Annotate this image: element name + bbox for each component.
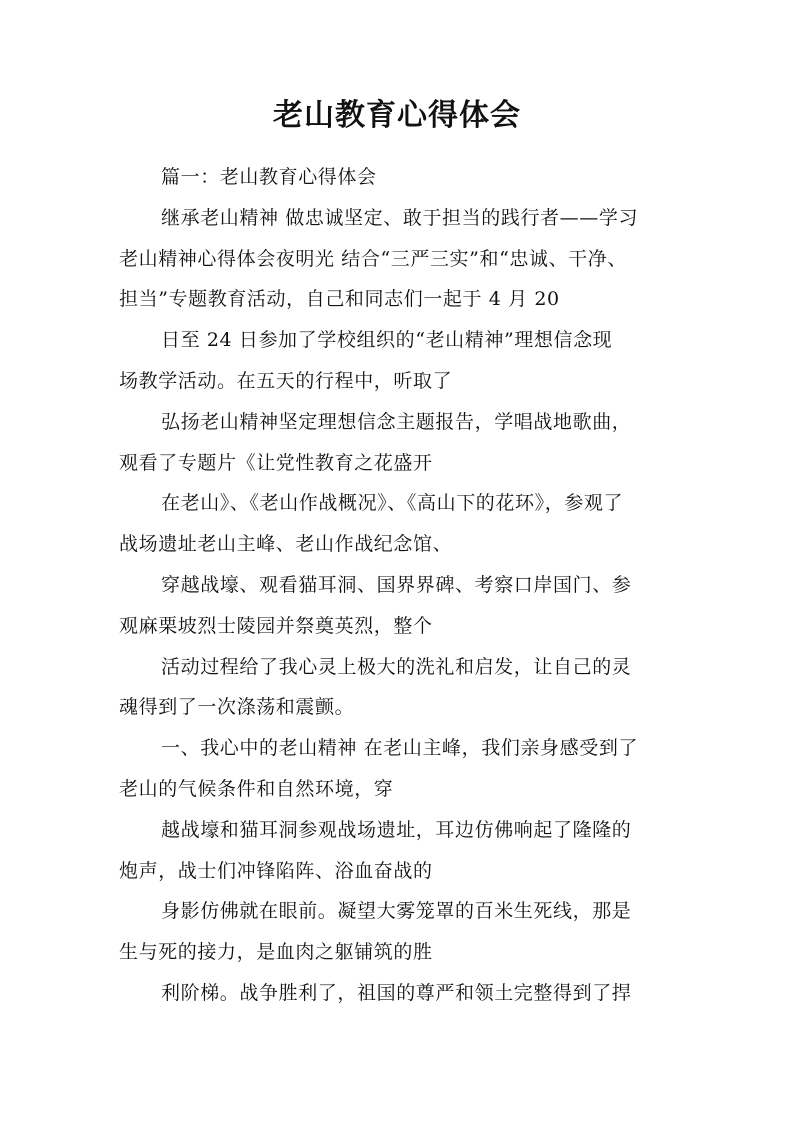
- body-line: 生与死的接力，是血肉之躯铺筑的胜: [119, 941, 433, 964]
- body-line: 活动过程给了我心灵上极大的洗礼和启发，让自己的灵: [161, 655, 632, 678]
- body-line: 继承老山精神 做忠诚坚定、敢于担当的践行者——学习: [161, 206, 639, 229]
- body-line: 利阶梯。战争胜利了，祖国的尊严和领土完整得到了捍: [161, 981, 632, 1004]
- body-line: 魂得到了一次涤荡和震颤。: [119, 696, 355, 719]
- body-line: 场教学活动。在五天的行程中，听取了: [119, 369, 453, 392]
- body-line: 穿越战壕、观看猫耳洞、国界界碑、考察口岸国门、参: [161, 573, 632, 596]
- body-line: 战场遗址老山主峰、老山作战纪念馆、: [119, 533, 453, 556]
- document-body: [119, 157, 679, 1014]
- body-line: 越战壕和猫耳洞参观战场遗址，耳边仿佛响起了隆隆的: [161, 818, 632, 841]
- body-line: 一、我心中的老山精神 在老山主峰，我们亲身感受到了: [161, 737, 639, 760]
- body-line: 弘扬老山精神坚定理想信念主题报告，学唱战地歌曲，: [161, 410, 632, 433]
- body-line: 观麻栗坡烈士陵园并祭奠英烈，整个: [119, 614, 433, 637]
- body-line: 观看了专题片《让党性教育之花盛开: [119, 451, 433, 474]
- body-line: 身影仿佛就在眼前。凝望大雾笼罩的百米生死线，那是: [161, 900, 632, 923]
- body-line: 老山的气候条件和自然环境，穿: [119, 777, 394, 800]
- body-line: 日至 24 日参加了学校组织的“老山精神”理想信念现: [161, 329, 613, 352]
- body-line: 炮声，战士们冲锋陷阵、浴血奋战的: [119, 859, 433, 882]
- body-line: 在老山》、《老山作战概况》、《高山下的花环》，参观了: [161, 492, 624, 515]
- body-line: 篇一：老山教育心得体会: [161, 166, 377, 188]
- body-line: 担当”专题教育活动，自己和同志们一起于 4 月 20: [119, 288, 560, 311]
- body-line: 老山精神心得体会夜明光 结合“三严三实”和“忠诚、干净、: [119, 247, 627, 270]
- document-title: 老山教育心得体会: [273, 98, 521, 133]
